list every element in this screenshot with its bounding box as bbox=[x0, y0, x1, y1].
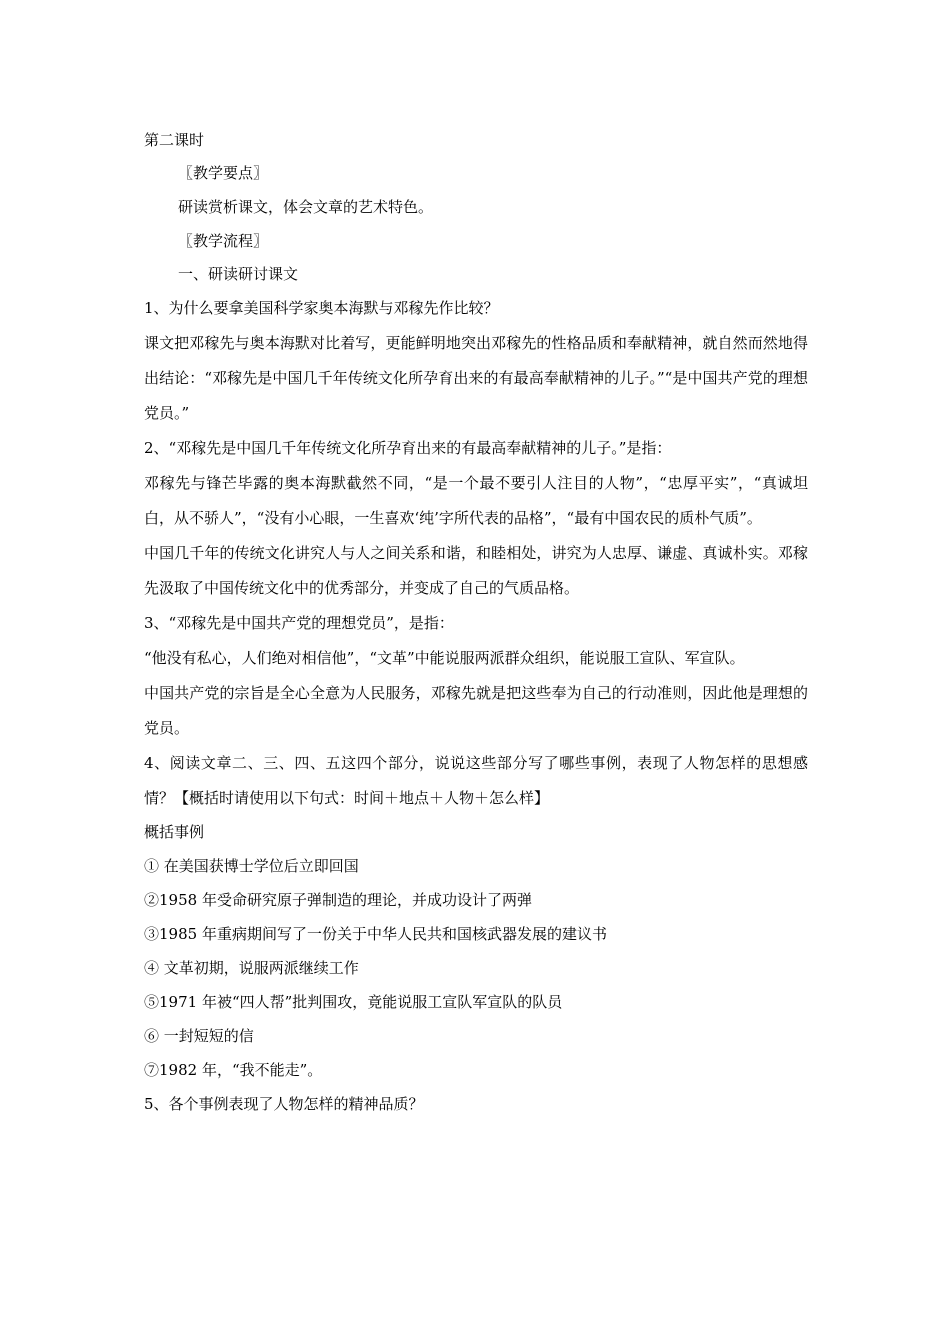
question-4: 4、阅读文章二、三、四、五这四个部分，说说这些部分写了哪些事例，表现了人物怎样的思想感情？【概括时请使用以下句式：时间＋地点＋人物＋怎么样】 bbox=[144, 754, 808, 807]
teaching-points-text: 研读赏析课文，体会文章的艺术特色。 bbox=[178, 198, 434, 216]
event-item-2: ②1958 年受命研究原子弹制造的理论，并成功设计了两弹 bbox=[144, 891, 532, 909]
event-item-3: ③1985 年重病期间写了一份关于中华人民共和国核武器发展的建议书 bbox=[144, 925, 607, 943]
section-one-heading: 一、研读研讨课文 bbox=[178, 265, 299, 283]
question-1: 1、为什么要拿美国科学家奥本海默与邓稼先作比较？ bbox=[144, 299, 499, 317]
event-item-4: ④ 文革初期，说服两派继续工作 bbox=[144, 959, 359, 977]
document-body bbox=[144, 124, 808, 1122]
question-3: 3、“邓稼先是中国共产党的理想党员”，是指： bbox=[144, 614, 454, 632]
answer-1: 课文把邓稼先与奥本海默对比着写，更能鲜明地突出邓稼先的性格品质和奉献精神，就自然而然地得出结论：“邓稼先是中国几千年传统文化所孕育出来的有最高奉献精神的儿子。”“是中国共产党的理想党员。” bbox=[144, 334, 808, 422]
event-item-1: ① 在美国获博士学位后立即回国 bbox=[144, 857, 359, 875]
answer-3-paragraph-2: 中国共产党的宗旨是全心全意为人民服务，邓稼先就是把这些奉为自己的行动准则，因此他是理想的党员。 bbox=[144, 684, 808, 737]
event-item-6: ⑥ 一封短短的信 bbox=[144, 1027, 254, 1045]
answer-2-paragraph-1: 邓稼先与锋芒毕露的奥本海默截然不同，“是一个最不要引人注目的人物”，“忠厚平实”，“真诚坦白，从不骄人”，“没有小心眼，一生喜欢‘纯’字所代表的品格”，“最有中国农民的质朴气质”。 bbox=[144, 474, 808, 527]
lesson-title: 第二课时 bbox=[144, 131, 205, 149]
event-item-7: ⑦1982 年，“我不能走”。 bbox=[144, 1061, 323, 1079]
teaching-process-heading: 〖教学流程〗 bbox=[178, 232, 269, 250]
teaching-points-heading: 〖教学要点〗 bbox=[178, 164, 269, 182]
question-5: 5、各个事例表现了人物怎样的精神品质？ bbox=[144, 1095, 424, 1113]
event-item-5: ⑤1971 年被“四人帮”批判围攻，竟能说服工宣队军宣队的队员 bbox=[144, 993, 563, 1011]
answer-2-paragraph-2: 中国几千年的传统文化讲究人与人之间关系和谐，和睦相处，讲究为人忠厚、谦虚、真诚朴实。邓稼先汲取了中国传统文化中的优秀部分，并变成了自己的气质品格。 bbox=[144, 544, 808, 597]
question-2: 2、“邓稼先是中国几千年传统文化所孕育出来的有最高奉献精神的儿子。”是指： bbox=[144, 439, 672, 457]
answer-3-paragraph-1: “他没有私心，人们绝对相信他”，“文革”中能说服两派群众组织，能说服工宣队、军宣队。 bbox=[144, 649, 745, 667]
summary-heading: 概括事例 bbox=[144, 823, 205, 841]
